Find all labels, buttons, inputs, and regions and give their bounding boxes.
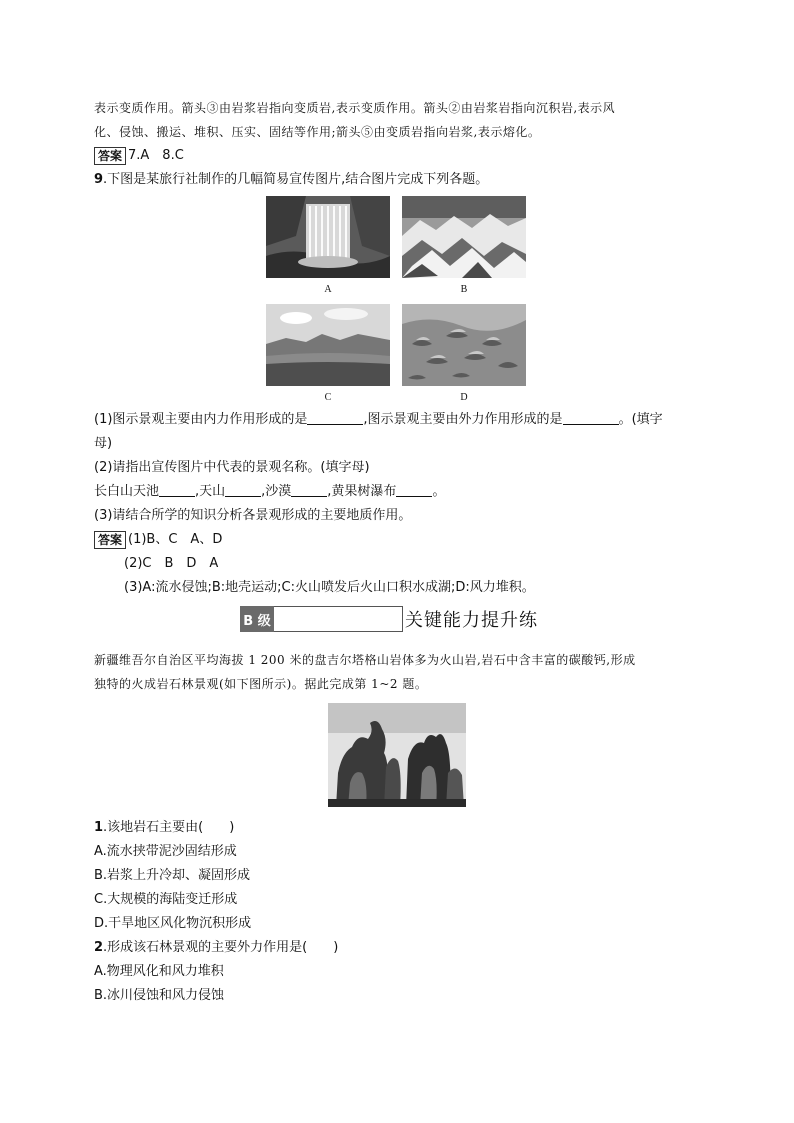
answer-tag-9: 答案 (94, 531, 126, 549)
question-1-stem: .该地岩石主要由( ) (103, 820, 235, 835)
passage-line-2: 独特的火成岩石林景观(如下图所示)。据此完成第 1~2 题。 (94, 677, 428, 691)
answer-9-line-2: (2)C B D A (124, 556, 219, 571)
blank-tianshan (225, 482, 261, 497)
passage (94, 648, 636, 696)
question-2-stem: .形成该石林景观的主要外力作用是( ) (103, 940, 339, 955)
question-9-number: 9 (94, 172, 104, 187)
question-2 (94, 936, 338, 960)
intro-line-1: 表示变质作用。箭头③由岩浆岩指向变质岩,表示变质作用。箭头②由岩浆岩指向沉积岩,表示风 (94, 101, 616, 115)
photo-c-crater-lake (266, 304, 390, 386)
item-tianshan: ,天山 (195, 484, 226, 499)
caption-a: A (324, 284, 332, 295)
photo-b-mountains (402, 196, 526, 278)
blank-tianchi (159, 482, 195, 497)
blank-waterfall (396, 482, 432, 497)
item-waterfall: ,黄果树瀑布 (327, 484, 397, 499)
answer-9-text-1: (1)B、C A、D (128, 532, 223, 547)
answer-7-8 (94, 144, 184, 168)
question-1 (94, 816, 338, 840)
question-9 (94, 168, 488, 192)
sub-question-3: (3)请结合所学的知识分析各景观形成的主要地质作用。 (94, 508, 412, 523)
caption-b: B (460, 284, 468, 295)
photo-stone-forest (328, 703, 466, 807)
banner-level-tag: B 级 (240, 606, 274, 632)
questions-1-2 (94, 816, 338, 1008)
intro-text (94, 96, 615, 144)
sub-question-2-items (94, 480, 663, 504)
question-9-stem: .下图是某旅行社制作的几幅简易宣传图片,结合图片完成下列各题。 (103, 172, 489, 187)
question-2-number: 2 (94, 940, 104, 955)
answer-9-line-3: (3)A:流水侵蚀;B:地壳运动;C:火山喷发后火山口积水成湖;D:风力堆积。 (124, 580, 535, 595)
sub-question-1-part-c: 。(填字 (618, 412, 663, 427)
blank-2 (563, 410, 619, 425)
item-tianchi: 长白山天池 (94, 484, 160, 499)
banner-title: 关键能力提升练 (405, 610, 538, 631)
question-1-number: 1 (94, 820, 104, 835)
caption-c: C (324, 392, 332, 403)
sub-question-1-cont: 母) (94, 436, 113, 451)
sub-question-1 (94, 408, 663, 432)
q2-option-b[interactable]: B.冰川侵蚀和风力侵蚀 (94, 988, 225, 1003)
q2-option-a[interactable]: A.物理风化和风力堆积 (94, 964, 224, 979)
intro-line-2: 化、侵蚀、搬运、堆积、压实、固结等作用;箭头⑤由变质岩指向岩浆,表示熔化。 (94, 125, 541, 139)
q1-option-c[interactable]: C.大规模的海陆变迁形成 (94, 892, 238, 907)
caption-d: D (460, 392, 468, 403)
section-banner (240, 605, 538, 633)
photo-grid (266, 196, 530, 408)
blank-desert (291, 482, 327, 497)
answer-9-line-1 (94, 528, 535, 552)
banner-box (274, 606, 403, 632)
sub-question-1-part-b: ,图示景观主要由外力作用形成的是 (363, 412, 563, 427)
answer-9 (94, 528, 535, 600)
item-end: 。 (432, 484, 446, 499)
passage-line-1: 新疆维吾尔自治区平均海拔 1 200 米的盘吉尔塔格山岩体多为火山岩,岩石中含丰富的碳酸钙,形成 (94, 653, 636, 667)
question-9-subquestions (94, 408, 663, 528)
q1-option-a[interactable]: A.流水挟带泥沙固结形成 (94, 844, 237, 859)
answer-tag: 答案 (94, 147, 126, 165)
sub-question-2: (2)请指出宣传图片中代表的景观名称。(填字母) (94, 460, 370, 475)
answer-7-8-text: 7.A 8.C (128, 148, 184, 163)
photo-d-desert (402, 304, 526, 386)
q1-option-d[interactable]: D.干旱地区风化物沉积形成 (94, 916, 252, 931)
q1-option-b[interactable]: B.岩浆上升冷却、凝固形成 (94, 868, 251, 883)
sub-question-1-part-a: (1)图示景观主要由内力作用形成的是 (94, 412, 308, 427)
item-desert: ,沙漠 (261, 484, 292, 499)
blank-1 (307, 410, 363, 425)
photo-a-waterfall (266, 196, 390, 278)
